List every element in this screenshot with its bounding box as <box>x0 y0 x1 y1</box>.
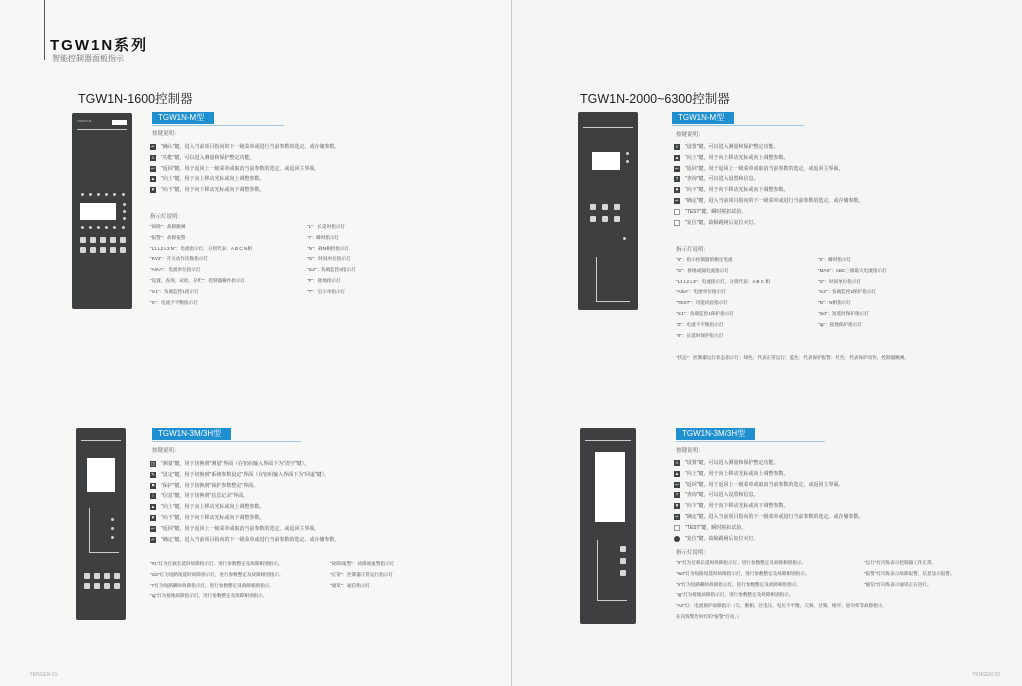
key-desc: ▼ "向下"键，用于向下移动光标或向下调整参数。 <box>150 187 265 194</box>
protection-key-icon: ⚑ <box>150 482 156 488</box>
header-rule <box>44 0 45 60</box>
key-desc: ⚑ "保护"键，用于切换到"保护参数整定"界面。 <box>150 482 259 489</box>
key-desc: ▼ "向下"键，用于向下移动光标或向下调整参数。 <box>674 187 789 194</box>
indicator-led <box>89 226 92 229</box>
panel-divider <box>81 440 121 441</box>
indicator-desc: "#1"灯为过载长延时故障指示灯，进行参数整定及故障相别指示。 <box>150 561 283 566</box>
return-key-icon: ↩ <box>151 525 155 531</box>
indicator-led <box>122 226 125 229</box>
indicator-desc: "N"：N相指示灯 <box>818 300 851 306</box>
panel-key[interactable] <box>602 216 608 222</box>
indicator-led <box>623 237 626 240</box>
model-tag-m: TGW1N-M型 <box>152 112 214 124</box>
panel-key[interactable] <box>90 237 96 243</box>
enter-key-icon: ↵ <box>675 513 679 519</box>
lcd-display <box>595 452 625 522</box>
key-desc: ▲ "向上"键，用于向上移动光标或向上调整参数。 <box>150 176 265 183</box>
indicator-desc: "G"：接地或漏电流指示灯 <box>676 267 729 273</box>
reset-key-icon <box>674 536 680 542</box>
panel-key[interactable] <box>614 216 620 222</box>
key-desc: ? "查询"键，可以进入设置和信息。 <box>675 176 759 183</box>
status-indicator-desc: "状态"：控制器运行状态指示灯；绿色：代表正常运行；蓝色：代表保护报警；红色：代表保护动作、控制器跳闸。 <box>676 355 909 360</box>
indicator-desc: "N"：载N相控指示灯 <box>307 245 350 251</box>
indicator-desc: "I"：瞬时指示灯 <box>307 234 340 240</box>
indicator-desc: "I"灯为短路瞬时故障指示灯，进行参数整定及故障相别指示。 <box>150 582 274 588</box>
indicator-desc: "F"：接地指示灯 <box>307 277 341 283</box>
indicator-desc: "报警"灯闪烁表示故障报警，信息显示报警。 <box>864 570 955 576</box>
indicator-desc: "故障/报警"：故障或报警指示灯 <box>330 561 395 566</box>
panel-key[interactable] <box>100 237 106 243</box>
indicator-desc: "S"：时间单位指示灯 <box>818 278 862 284</box>
key-desc: ↩ "返回"键，用于返回上一级菜单或取消当前参数的选定、或返回主界面。 <box>151 525 320 532</box>
indicator-desc: "Ic2"：负载监控2保护指示灯 <box>818 289 876 295</box>
indicator-desc: "A/KA"：电流单位指示灯 <box>150 267 201 273</box>
indicator-desc: "Ic2"：负载监控2指示灯 <box>307 267 356 273</box>
indicator-desc: "运行"灯闪烁表示控制器工作正常。 <box>864 560 937 565</box>
indicator-desc: "Ig"：接地保护指示灯 <box>818 321 862 327</box>
key-desc: "TEST"键，瞬时脱扣试验。 <box>674 207 864 218</box>
curve-line <box>596 257 597 302</box>
controller-panel-m-6300 <box>578 112 638 310</box>
indicator-led <box>81 193 84 196</box>
key-desc: ? "查询"键，可以进入设置和信息。 <box>675 492 759 499</box>
up-key-icon: ▲ <box>674 470 680 476</box>
key-desc: ▲ "向上"键，用于向上移动光标或向上调整参数。 <box>674 154 789 161</box>
curve-line <box>596 301 630 302</box>
indicator-led <box>89 193 92 196</box>
indicator-list-3h-left <box>150 559 284 602</box>
section-title-1600: TGW1N-1600控制器 <box>78 92 193 106</box>
function-key-icon: ≡ <box>151 154 155 160</box>
indicator-led <box>626 160 629 163</box>
panel-key[interactable] <box>90 247 96 253</box>
indicator-desc: "L1 L2 L3"：电流指示灯，分别代表：A B C 相 <box>676 278 770 284</box>
model-tag-m: TGW1N-M型 <box>672 112 734 124</box>
panel-key[interactable] <box>100 247 106 253</box>
panel-key[interactable] <box>120 247 126 253</box>
curve-line <box>597 600 627 601</box>
indicator-list-right <box>307 222 356 298</box>
panel-key[interactable] <box>80 247 86 253</box>
indicator-led <box>123 203 126 206</box>
indicator-desc: "G"：时间单位指示灯 <box>307 256 351 262</box>
test-key-icon <box>674 209 680 215</box>
indicator-list-right <box>818 255 887 331</box>
key-desc: ▼ "向下"键，用于向下移动光标或向下调整参数。 <box>674 503 789 510</box>
panel-key[interactable] <box>104 583 110 589</box>
key-desc: ≡ "设置"键，可以进入测量和保护整定功能。 <box>675 460 779 466</box>
page-number: -TENGEN 01- <box>28 672 60 678</box>
indicator-led <box>105 193 108 196</box>
settings-key-icon: ✎ <box>151 471 155 477</box>
controller-panel-3h-1600 <box>76 428 126 620</box>
indicator-desc: "报警"：故障报警 <box>150 234 186 240</box>
key-desc: ↩ "返回"键，用于返回上一级菜单或取消当前参数的选定、或返回主界面。 <box>151 165 320 172</box>
panel-key[interactable] <box>94 583 100 589</box>
up-key-icon: ▲ <box>674 154 680 160</box>
indicator-led <box>626 152 629 155</box>
indicator-desc: "Ig"灯为接地故障指示灯，进行参数整定及故障相别指示。 <box>676 592 794 598</box>
down-key-icon: ▼ <box>674 503 680 509</box>
key-desc: ▲ "向上"键，用于向上移动光标或向上调整参数。 <box>674 470 789 477</box>
indicator-led <box>105 226 108 229</box>
indicator-led <box>97 226 100 229</box>
indicator-desc: "通信"灯闪烁表示通讯正在进行。 <box>864 581 932 587</box>
query-key-icon: ? <box>675 176 679 182</box>
panel-key[interactable] <box>110 247 116 253</box>
indicator-desc: "设置、查询、试验、存贮"：控制器操作指示灯 <box>150 277 246 283</box>
panel-key[interactable] <box>620 546 626 552</box>
return-key-icon: ↩ <box>675 481 679 487</box>
curve-line <box>597 540 598 600</box>
return-key-icon: ↩ <box>675 165 679 171</box>
panel-brand-label: TGW1N-M <box>77 119 92 123</box>
keys-list-3h-right <box>674 458 864 544</box>
key-desc: ≡ "功能"键，可以进入测量和保护整定功能。 <box>151 154 255 161</box>
indicator-desc: "Isd"灯为短路短延时故障指示灯，进行参数整定及故障相别指示。 <box>676 570 810 576</box>
series-title: TGW1N系列 <box>50 37 149 54</box>
indicator-desc: "TEST"：功能试验指示灯 <box>676 300 728 306</box>
indicator-led <box>122 193 125 196</box>
panel-key[interactable] <box>114 573 120 579</box>
right-page <box>512 0 1022 686</box>
measure-key-icon: ◫ <box>150 461 156 466</box>
model-tag-3h: TGW1N-3M/3H型 <box>152 428 231 440</box>
reset-key-icon <box>674 220 680 226</box>
settings-key-icon: ≡ <box>675 144 679 149</box>
key-desc: i "信息"键，用于切换到"信息记录"界面。 <box>150 491 340 502</box>
keys-list <box>150 142 340 196</box>
panel-key[interactable] <box>80 237 86 243</box>
keys-list-right <box>674 142 864 228</box>
indicator-desc: "正常"：控制器正常运行指示灯 <box>330 571 393 577</box>
indicator-desc: "Ir"：指示控制器的额定电流 <box>676 257 733 262</box>
model-tag-3h: TGW1N-3M/3H型 <box>676 428 755 440</box>
down-key-icon: ▼ <box>150 514 156 520</box>
panel-key[interactable] <box>120 237 126 243</box>
keys-heading: 按键说明： <box>676 448 704 454</box>
indicator-led <box>97 193 100 196</box>
key-desc: "TEST"键，瞬时脱扣试验。 <box>674 523 864 534</box>
indicator-led <box>111 527 114 530</box>
panel-divider <box>585 440 631 441</box>
key-desc: ↵ "确认"键，进入当前项目指向的下一级菜单或进行当前参数的选定、或存储参数。 <box>151 144 340 150</box>
indicator-heading: 指示灯说明： <box>676 247 710 253</box>
controller-panel-3h-6300 <box>580 428 636 624</box>
indicator-desc: "Isd"：短延时保护指示灯 <box>818 310 869 316</box>
indicator-led <box>113 193 116 196</box>
indicator-led <box>111 536 114 539</box>
indicator-led <box>113 226 116 229</box>
indicator-desc: "Ic1"：负载监控1保护指示灯 <box>676 310 734 316</box>
indicator-desc: "Ir"灯为过载长延时故障指示灯，进行参数整定及故障相别指示。 <box>676 560 807 565</box>
indicator-desc: "Ig"灯为接地故障指示灯，进行参数整定及故障相别指示。 <box>150 593 268 599</box>
key-desc: ↵ "确定"键，进入当前项目指向的下一级菜单或进行当前参数的选定、或存储参数。 <box>675 513 864 520</box>
up-key-icon: ▲ <box>150 504 156 510</box>
panel-key[interactable] <box>614 204 620 210</box>
indicator-desc: "L1 L2 L3 N"：电流指示灯，分别代表：A B C N相 <box>150 245 252 251</box>
panel-key[interactable] <box>590 216 596 222</box>
indicator-desc: "Ii"灯为短路瞬时故障指示灯，进行参数整定及故障相别指示。 <box>676 581 801 587</box>
indicator-list-left <box>676 255 770 341</box>
panel-key[interactable] <box>114 583 120 589</box>
curve-line <box>89 552 119 553</box>
query-key-icon: ? <box>675 492 679 498</box>
indicator-list-left <box>150 222 252 308</box>
indicator-list-3h-right <box>330 559 394 591</box>
indicator-desc: "故障"：故障跳闸 <box>150 224 186 229</box>
main-display <box>80 203 116 220</box>
indicator-desc: "Ii"：瞬时指示灯 <box>818 257 852 262</box>
indicator-desc: "KV2"：开关动作次数指示灯 <box>150 256 208 262</box>
key-desc: ↵ "确定"键，进入当前项目指向的下一级菜单或进行当前参数的选定、或存储参数。 <box>675 197 864 204</box>
indicator-desc: "A/kA"：电流单位指示灯 <box>676 289 726 295</box>
indicator-led <box>81 226 84 229</box>
key-desc: ↵ "确定"键，进入当前项目指向的下一级菜单或进行当前参数的选定、或存储参数。 <box>151 536 340 543</box>
panel-key[interactable] <box>602 204 608 210</box>
indicator-desc: "Ir"：长延时保护指示灯 <box>676 332 724 338</box>
keys-heading: 按键说明： <box>676 132 704 138</box>
panel-key[interactable] <box>590 204 596 210</box>
return-key-icon: ↩ <box>151 165 155 171</box>
series-subtitle: 智能控制器面板指示 <box>52 54 124 63</box>
enter-key-icon: ↵ <box>675 197 679 203</box>
main-display <box>592 152 620 170</box>
key-desc: "复位"键，故障跳闸后复位灭灯。 <box>674 534 864 545</box>
indicator-desc: 在闪烁警告时灯的"报警"灯亮。） <box>676 613 742 619</box>
indicator-desc: "S"：电流不平衡指示灯 <box>150 299 198 305</box>
indicator-led <box>123 210 126 213</box>
panel-key[interactable] <box>104 573 110 579</box>
key-desc: ▼ "向下"键，用于向下移动光标或向下调整参数。 <box>150 514 265 521</box>
enter-key-icon: ↵ <box>151 144 155 149</box>
panel-key[interactable] <box>84 573 90 579</box>
panel-key[interactable] <box>84 583 90 589</box>
key-desc: ◫ "测量"键，用于切换到"测量"界面（在密码输入界面下为"清空"键）。 <box>150 461 310 467</box>
indicator-desc: "Ic1"：负载监控1指示灯 <box>150 288 199 294</box>
key-desc: ↩ "返回"键，用于返回上一级菜单或取消当前参数的选定、或返回主界面。 <box>675 165 844 172</box>
keys-heading: 按键说明： <box>152 131 180 137</box>
panel-divider <box>583 127 633 128</box>
indicator-desc: "通讯"：通信指示灯 <box>330 582 371 588</box>
keys-heading: 按键说明： <box>152 448 180 454</box>
up-key-icon: ▲ <box>150 176 156 182</box>
panel-key[interactable] <box>620 570 626 576</box>
settings-key-icon: ≡ <box>675 460 679 465</box>
section-title-6300: TGW1N-2000~6300控制器 <box>580 92 730 106</box>
indicator-led <box>123 217 126 220</box>
panel-key[interactable] <box>620 558 626 564</box>
curve-line <box>89 508 90 553</box>
key-desc: ✎ "设定"键，用于切换到"系统参数设定"界面（在密码输入界面下为"回退"键）。 <box>151 471 330 478</box>
down-key-icon: ▼ <box>674 187 680 193</box>
key-desc: ↩ "返回"键，用于返回上一级菜单或取消当前参数的选定，或返回主界面。 <box>675 481 844 488</box>
panel-key[interactable] <box>94 573 100 579</box>
indicator-desc: "T"：启示单指示灯 <box>307 288 346 294</box>
lcd-display <box>87 458 115 492</box>
indicator-heading: 指示灯说明： <box>150 214 184 220</box>
controller-panel-m-1600 <box>72 113 132 309</box>
panel-key[interactable] <box>110 237 116 243</box>
enter-key-icon: ↵ <box>151 536 155 542</box>
panel-divider <box>77 129 127 130</box>
indicator-heading: 指示灯说明： <box>676 550 710 556</box>
indicator-desc: "s/Z"灯为短路短延时故障指示灯，进行参数整定及故障相别指示。 <box>150 571 284 577</box>
indicator-list-3h-right <box>864 558 955 590</box>
indicator-desc: "L"：长延时指示灯 <box>307 224 345 229</box>
indicator-desc: "A/I"灯：电流保护故障指示（欠、断相、过电压、电压不平衡、欠频、过频、相序、逆功率等故障指示， <box>676 603 888 609</box>
small-display <box>112 120 127 125</box>
keys-list-3h <box>150 459 340 545</box>
indicator-desc: "MAX"：ABC三相最大电流指示灯 <box>818 267 887 273</box>
page-number: TENGEN 02 <box>972 672 1000 678</box>
key-desc: ▲ "向上"键，用于向上移动光标或向上调整参数。 <box>150 504 265 511</box>
indicator-list-3h-left <box>676 558 887 623</box>
indicator-desc: "Z"：电流不平衡指示灯 <box>676 321 724 327</box>
test-key-icon <box>674 525 680 531</box>
down-key-icon: ▼ <box>150 187 156 193</box>
key-desc: "复位"键，故障跳闸后复位灭灯。 <box>674 218 864 229</box>
indicator-led <box>111 518 114 521</box>
key-desc: ≡ "设置"键，可以进入测量和保护整定功能。 <box>675 144 779 150</box>
info-key-icon: i <box>150 493 156 499</box>
